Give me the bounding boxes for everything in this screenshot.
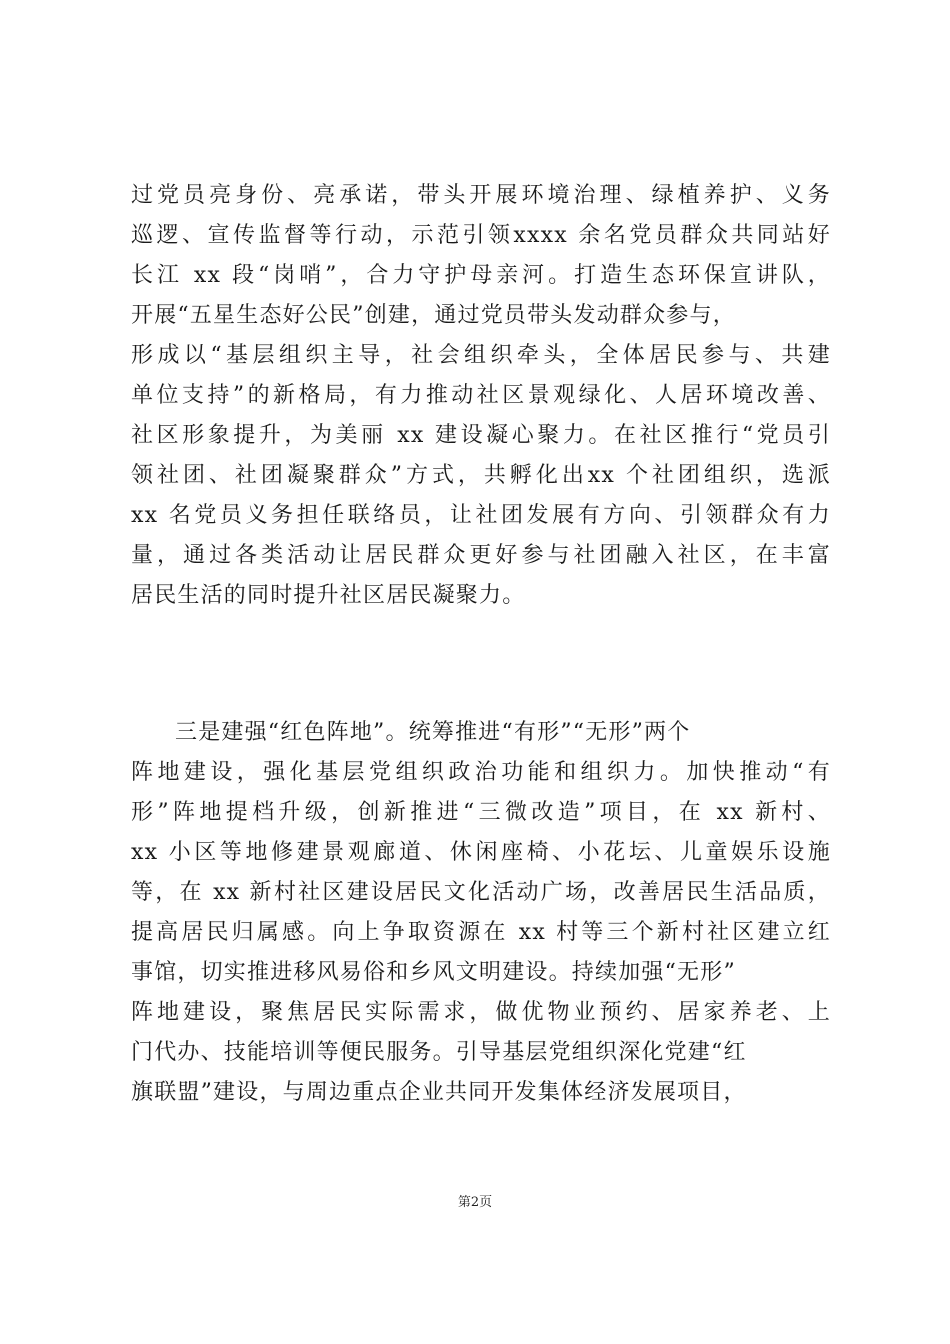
paragraph-line: 事馆，切实推进移风易俗和乡风文明建设。持续加强“无形” [131,960,736,985]
paragraph-line: 阵地建设，强化基层党组织政治功能和组织力。加快推动“有 [131,760,831,785]
paragraph-line: xx 名党员义务担任联络员，让社团发展有方向、引领群众有力 [131,503,831,528]
paragraph-line: 社区形象提升，为美丽 xx 建设凝心聚力。在社区推行“党员引 [131,423,831,448]
body-paragraph-2 [131,713,831,1113]
paragraph-line: 三是建强“红色阵地”。统筹推进“有形”“无形”两个 [175,720,691,745]
body-paragraph-1 [131,176,831,616]
paragraph-line: 单位支持”的新格局，有力推动社区景观绿化、人居环境改善、 [131,383,831,408]
paragraph-line: 巡逻、宣传监督等行动，示范引领xxxx 余名党员群众共同站好 [131,223,831,248]
paragraph-line: 形成以“基层组织主导，社会组织牵头，全体居民参与、共建 [131,343,831,368]
paragraph-line: 开展“五星生态好公民”创建，通过党员带头发动群众参与， [131,303,736,328]
paragraph-line: 量，通过各类活动让居民群众更好参与社团融入社区，在丰富 [131,543,831,568]
page-number: 第2页 [457,1195,493,1210]
paragraph-line: xx 小区等地修建景观廊道、休闲座椅、小花坛、儿童娱乐设施 [131,840,831,865]
paragraph-line: 门代办、技能培训等便民服务。引导基层党组织深化党建“红 [131,1040,747,1065]
paragraph-line: 过党员亮身份、亮承诺，带头开展环境治理、绿植养护、义务 [131,183,831,208]
paragraph-line: 等，在 xx 新村社区建设居民文化活动广场，改善居民生活品质， [131,880,831,905]
paragraph-line: 领社团、社团凝聚群众”方式，共孵化出xx 个社团组织，选派 [131,463,831,488]
paragraph-line: 长江 xx 段“岗哨”，合力守护母亲河。打造生态环保宣讲队， [131,263,831,288]
paragraph-line: 提高居民归属感。向上争取资源在 xx 村等三个新村社区建立红 [131,920,831,945]
paragraph-line: 形”阵地提档升级，创新推进“三微改造”项目，在 xx 新村、 [131,800,831,825]
paragraph-line: 居民生活的同时提升社区居民凝聚力。 [131,583,526,608]
paragraph-line: 阵地建设，聚焦居民实际需求，做优物业预约、居家养老、上 [131,1000,831,1025]
paragraph-line: 旗联盟”建设，与周边重点企业共同开发集体经济发展项目， [131,1080,747,1105]
